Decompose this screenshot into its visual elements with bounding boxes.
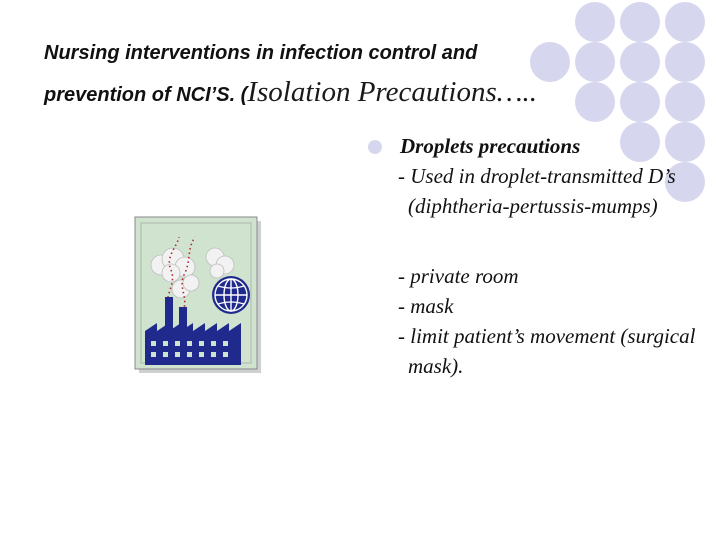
title-line-1: Nursing interventions in infection control and xyxy=(44,42,478,64)
bullet-heading: Droplets precautions xyxy=(400,134,581,158)
bullet-content xyxy=(368,131,698,381)
title-line-2-sans: prevention of NCI’S. ( xyxy=(44,84,248,106)
title-line-2 xyxy=(44,73,684,115)
title-line-2-serif: Isolation Precautions….. xyxy=(247,76,538,108)
list-item: - mask xyxy=(398,294,454,318)
bullet-item xyxy=(368,131,698,161)
spacer xyxy=(368,221,698,261)
bullet-description: - Used in droplet-transmitted D’s (diphtheria-pertussis-mumps) xyxy=(398,164,676,218)
list-item: - private room xyxy=(398,264,519,288)
slide-title xyxy=(44,34,684,115)
bullet-circle-icon xyxy=(368,140,382,154)
factory-pollution-globe-icon xyxy=(133,215,263,375)
list-item: - limit patient’s movement (surgical mask). xyxy=(398,324,696,378)
